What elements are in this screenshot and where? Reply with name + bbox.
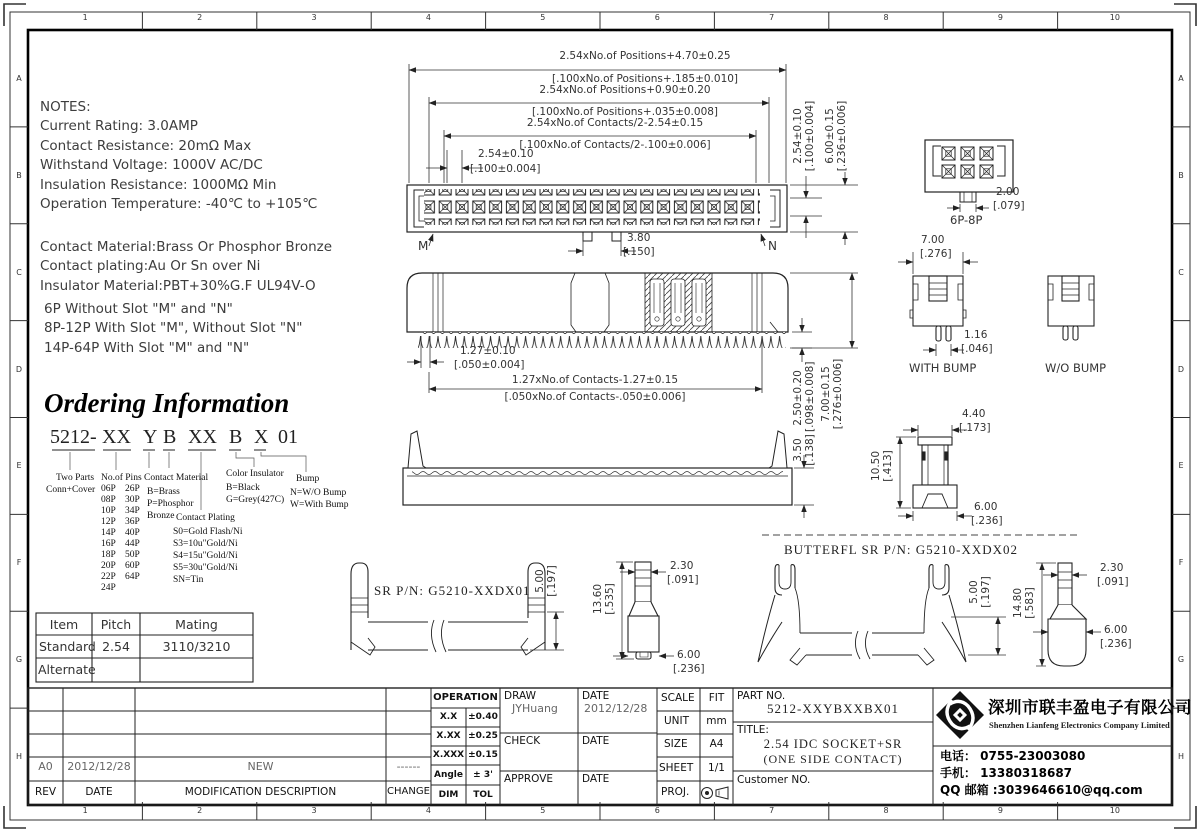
company-logo [936,691,984,739]
customer-no-label: Customer NO. [737,774,811,786]
border-col: 3 [311,13,317,22]
dim-in: [.098±0.008] [804,361,816,432]
note-line: Contact Material:Brass Or Phosphor Bronze [40,239,333,255]
border-col: 5 [540,806,546,815]
dim-mm: 7.00±0.15 [820,366,832,422]
dim-positions-outer-mm: 2.54xNo.of Positions+4.70±0.25 [559,50,731,62]
border-col: 2 [197,13,203,22]
pin-option: 10P [101,506,116,516]
dim-bf-width-in: [.236] [1100,638,1132,650]
border-rows-right [1173,30,1189,805]
small-conn-dims [947,204,989,212]
dim-side-height-vertical [820,356,844,432]
border-row: E [1178,461,1184,471]
border-row: C [1178,267,1184,277]
dim-mm: 10.50 [870,450,882,482]
drawing-title-line2: (ONE SIDE CONTACT) [763,752,903,766]
dim-bf-height [968,565,992,619]
border-col: 6 [654,806,660,815]
dim-endtop-mm: 4.40 [962,408,986,420]
dim-smallconn-in: [.079] [993,200,1025,212]
border-row: C [16,267,22,277]
dim-endwidth-in: [.236] [971,515,1003,527]
dim-mm: 14.80 [1012,587,1024,619]
tol-label: X.XXX [432,750,465,760]
pin-option: 18P [101,550,116,560]
company-qq: QQ 邮箱 :3039646610@qq.com [940,783,1143,797]
legend-line: Conn+Cover [46,485,96,495]
dim-mm: 2.54±0.10 [792,108,804,164]
legend-color-insulator [226,468,284,506]
dim-sr-tip-mm: 2.30 [670,560,694,572]
border-col: 4 [425,806,431,815]
border-col: 8 [883,13,889,22]
wo-bump-label: W/O BUMP [1045,361,1107,375]
border-row: H [15,752,22,762]
dim-endtop-in: [.173] [959,422,991,434]
code-material2: B [163,426,177,448]
border-col: 1 [82,13,88,22]
tol-label: X.XX [436,731,461,741]
company-phone: 电话： 0755-23003080 [940,749,1086,763]
pin-option: 40P [125,528,140,538]
legend-title: Contact Material [144,473,209,483]
legend-line: S0=Gold Flash/Ni [173,527,243,537]
draw-date-value: 2012/12/28 [584,702,648,715]
dim-bf-tip-mm: 2.30 [1100,562,1124,574]
rev-date: 2012/12/28 [67,760,131,773]
dim-sr-height [534,560,558,602]
border-col: 1 [82,806,88,815]
border-row: G [1177,655,1185,665]
legend-bump [290,473,349,511]
dim-base-height-vertical [792,426,816,474]
tol-label: Angle [433,770,463,780]
pin-option: 30P [125,495,140,505]
legend-pins-title: No.of Pins [101,473,142,483]
pitch-table-header: Item [49,617,79,632]
drawing-title-line1: 2.54 IDC SOCKET+SR [763,737,903,751]
note-line: Insulation Resistance: 1000MΩ Min [40,176,277,193]
dim-in: [.236±0.006] [836,100,848,172]
pin-option: 08P [101,495,116,505]
legend-line: Bronze [147,511,175,521]
legend-title: Color Insulator [226,469,284,479]
legend-line: SN=Tin [173,575,204,585]
pin-option: 24P [101,583,116,593]
code-material: Y [143,426,158,448]
slot-m-label: M [418,239,429,253]
pin-option: 26P [125,484,140,494]
dim-bf-tip-in: [.091] [1097,576,1129,588]
dim-contacts-mm: 2.54xNo.of Contacts/2-2.54±0.15 [526,117,704,129]
side-view-body [407,273,788,348]
dim-in: [.583] [1024,587,1036,619]
border-row: F [16,558,22,568]
legend-line: S5=30u"Gold/Ni [173,563,238,573]
modification-header: MODIFICATION DESCRIPTION [184,786,337,798]
dim-mm: 5.00 [534,569,546,593]
border-col: 7 [769,13,775,22]
dim-positions-outer-in: [.100xNo.of Positions+.185±0.010] [551,73,739,85]
notes-block [40,98,317,214]
pitch-table-cell: Standard [39,639,96,654]
dim-mm: 2.50±0.20 [792,370,804,426]
projection-symbol [702,787,729,799]
notes-materials [40,238,332,296]
border-col: 2 [197,806,203,815]
legend-line: Two Parts [56,473,95,483]
note-line: Insulator Material:PBT+30%G.F UL94V-O [40,277,316,294]
unit-label: UNIT [664,715,690,727]
pin-option: 14P [101,528,116,538]
dim-span-mm: 1.27xNo.of Contacts-1.27±0.15 [511,374,679,386]
dim-pin-in: [.046] [961,343,993,355]
draw-label: DRAW [504,690,536,702]
code-color: B [229,426,243,448]
legend-line: S3=10u"Gold/Ni [173,539,238,549]
note-line: Contact plating:Au Or Sn over Ni [40,258,261,275]
tol-value: ±0.40 [468,712,498,722]
smallconn-label: 6P-8P [950,213,983,227]
border-row: E [16,461,22,471]
dim-sr-length [592,562,616,636]
dim-pitch-in: [.100±0.004] [470,163,541,175]
dim-mm: 13.60 [592,583,604,615]
border-row: D [15,364,23,374]
dim-bump-width-mm: 7.00 [921,234,945,246]
legend-line: B=Black [226,483,260,493]
dim-sr-width-mm: 6.00 [677,649,701,661]
border-row: B [16,170,22,180]
dim-mm: 6.00±0.15 [824,108,836,164]
with-bump-body [898,252,978,341]
legend-pins-list [101,484,140,594]
pin-option: 06P [101,484,116,494]
pitch-table-cell: Alternate [38,662,96,677]
pitch-table-header: Pitch [100,617,132,632]
pin-option: 20P [101,561,116,571]
border-col: 8 [883,806,889,815]
pin-option: 50P [125,550,140,560]
dim-bf-length [1012,564,1036,642]
border-col: 5 [540,13,546,22]
wo-bump-body [1048,276,1094,340]
with-bump-dims [923,344,964,356]
note-line: 6P Without Slot "M" and "N" [44,301,233,317]
dim-mm: 3.50 [792,438,804,462]
bottom-view-body [403,431,792,505]
rev-description: NEW [247,760,274,773]
title-label: TITLE: [737,724,769,736]
note-line: 8P-12P With Slot "M", Without Slot "N" [44,320,303,337]
pin-option: 36P [125,517,140,527]
dim-smallconn-mm: 2.00 [996,186,1020,198]
border-row: G [15,655,23,665]
pin-option: 16P [101,539,116,549]
legend-two-parts [46,472,96,496]
dim-sr-tip-in: [.091] [667,574,699,586]
dim-contacts-in: [.100xNo.of Contacts/2-.100±0.006] [519,139,711,151]
dim-body-height-vertical [824,94,848,178]
code-suffix: 01 [278,426,298,448]
size-value: A4 [709,738,724,750]
legend-title: Bump [296,474,320,484]
tol-value: ±0.25 [468,731,498,741]
dim-in: [.138] [804,434,816,466]
approve-label: APPROVE [504,773,554,785]
dim-in: [.413] [882,450,894,482]
ordering-title: Ordering Information [44,388,290,418]
code-pins: XX [102,426,131,448]
dim-notch-mm: 3.80 [627,232,651,244]
border-row: B [1178,170,1184,180]
dim-pitch-mm: 2.54±0.10 [478,148,534,160]
border-row: H [1177,752,1184,762]
legend-line: W=With Bump [290,500,349,510]
dim-endheight-vertical [870,435,894,497]
dim-mm: 5.00 [968,580,980,604]
dim-col-header: DIM [438,790,459,800]
sr-part-number: SR P/N: G5210-XXDX01 [374,583,531,598]
dim-in: [.535] [604,583,616,615]
pin-option: 60P [125,561,140,571]
border-col: 10 [1109,13,1120,22]
border-col: 4 [425,13,431,22]
scale-label: SCALE [661,692,695,704]
border-row: F [1178,558,1184,568]
border-row: D [1177,364,1185,374]
dim-row-pitch-vertical [792,96,816,176]
company-name-en: Shenzhen Lianfeng Electronics Company Limited [989,720,1170,730]
sheet-label: SHEET [659,762,694,774]
border-row: A [16,73,22,83]
legend-contact-plating [173,512,243,586]
with-bump-label: WITH BUMP [909,361,977,375]
border-columns-top [28,13,1172,28]
slot-n-label: N [768,239,777,253]
code-plating: XX [188,426,217,448]
butterfly-part-number: BUTTERFL SR P/N: G5210-XXDX02 [784,542,1019,557]
dim-tooth-height-vertical [792,361,816,432]
end-view-body [913,437,957,508]
border-col: 9 [997,806,1003,815]
dim-sr-width-in: [.236] [673,663,705,675]
butterfly-drawing [758,563,1086,666]
dim-pin-mm: 1.16 [964,329,988,341]
dim-tooth-in: [.050±0.004] [454,359,525,371]
notes-title: NOTES: [40,99,91,115]
pin-option: 22P [101,572,116,582]
dim-span-in: [.050xNo.of Contacts-.050±0.006] [504,391,686,403]
border-col: 6 [654,13,660,22]
border-col: 7 [769,806,775,815]
proj-label: PROJ. [661,786,690,798]
pin-option: 12P [101,517,116,527]
pitch-table-cell: 2.54 [102,639,130,654]
border-row: A [1178,73,1184,83]
pin-option: 44P [125,539,140,549]
tol-value: ± 3' [473,770,493,780]
legend-title: Contact Plating [176,513,235,523]
top-view-body [407,185,787,241]
border-col: 3 [311,806,317,815]
dim-notch-in: [.150] [623,246,655,258]
dim-in: [.197] [546,565,558,597]
tol-col-header: TOL [473,790,493,800]
rev-id: A0 [38,760,53,773]
part-no-value: 5212-XXYBXXBX01 [767,701,899,716]
note-line: Withstand Voltage: 1000V AC/DC [40,157,263,174]
dim-in: [.276±0.006] [832,358,844,430]
dim-in: [.197] [980,576,992,608]
tol-value: ±0.15 [468,750,498,760]
border-rows-left [11,30,27,805]
note-line: 14P-64P With Slot "M" and "N" [44,339,250,356]
dim-tooth-mm: 1.27±0.10 [460,345,516,357]
part-no-label: PART NO. [737,690,786,702]
sheet-value: 1/1 [708,762,725,774]
size-label: SIZE [664,738,688,750]
dim-positions-inner-mm: 2.54xNo.of Positions+0.90±0.20 [539,84,711,96]
date-header: DATE [85,786,113,798]
note-line: Current Rating: 3.0AMP [40,118,198,135]
legend-line: P=Phosphor [147,499,194,509]
draw-name: JYHuang [512,702,558,715]
dim-endwidth-mm: 6.00 [974,501,998,513]
border-col: 10 [1109,806,1120,815]
company-mobile: 手机： 13380318687 [940,766,1073,780]
check-label: CHECK [504,735,541,747]
change-header: CHANGE [387,786,430,797]
legend-line: B=Brass [147,487,180,497]
dim-in: [.100±0.004] [804,100,816,172]
code-bump: X [254,426,269,448]
check-date-label: DATE [582,735,610,747]
dim-bf-width-mm: 6.00 [1104,624,1128,636]
company-name-cn: 深圳市联丰盈电子有限公司 [988,698,1192,717]
pitch-table-cell: 3110/3210 [162,639,231,654]
note-line: Contact Resistance: 20mΩ Max [40,137,252,154]
pin-option: 64P [125,572,140,582]
dim-bump-width-in: [.276] [920,248,952,260]
dim-positions-inner-in: [.100xNo.of Positions+.035±0.008] [531,106,719,118]
legend-line: G=Grey(427C) [226,495,285,505]
legend-line: S4=15u"Gold/Ni [173,551,238,561]
border-col: 9 [997,13,1003,22]
notes-slots [44,300,302,358]
rev-header: REV [34,786,57,798]
pin-option: 34P [125,506,140,516]
pitch-table-header: Mating [175,617,218,632]
rev-change: ------ [396,760,421,773]
tol-label: X.X [439,712,458,722]
border-columns-bottom [28,806,1172,821]
operation-header: OPERATION [433,692,498,703]
unit-value: mm [706,715,727,727]
draw-date-label: DATE [582,690,610,702]
approve-date-label: DATE [582,773,610,785]
scale-value: FIT [708,692,725,704]
note-line: Operation Temperature: -40℃ to +105℃ [40,196,318,213]
code-prefix: 5212- [50,426,97,448]
legend-line: N=W/O Bump [290,488,347,498]
